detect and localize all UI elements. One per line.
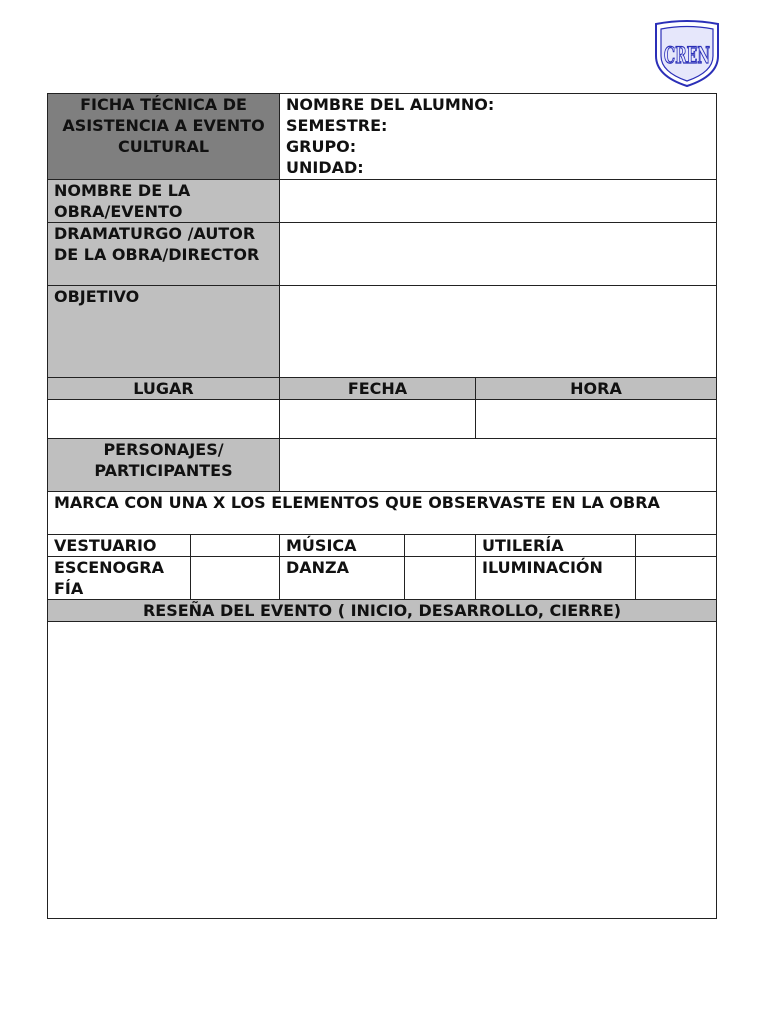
unit-label: UNIDAD: <box>286 158 364 177</box>
resena-header-row <box>48 600 717 622</box>
obra-input-cell[interactable] <box>280 180 717 223</box>
instruction-row <box>48 492 717 535</box>
utileria-label: UTILERÍA <box>476 535 636 557</box>
crest-letters: CREN <box>664 43 710 69</box>
group-label: GRUPO: <box>286 137 357 156</box>
personajes-input-cell[interactable] <box>280 439 717 492</box>
iluminacion-checkbox[interactable] <box>636 557 717 600</box>
escenografia-label: ESCENOGRA FÍA <box>48 557 191 600</box>
objetivo-row <box>48 286 717 378</box>
personajes-row <box>48 439 717 492</box>
elementos-row-1 <box>48 535 717 557</box>
obra-row <box>48 180 717 223</box>
lugar-fecha-hora-header-row <box>48 378 717 400</box>
student-info-cell[interactable] <box>280 94 717 180</box>
semester-label: SEMESTRE: <box>286 116 388 135</box>
iluminacion-label: ILUMINACIÓN <box>476 557 636 600</box>
autor-label: DRAMATURGO /AUTOR DE LA OBRA/DIRECTOR <box>48 223 280 286</box>
resena-input-area[interactable] <box>48 622 717 919</box>
musica-label: MÚSICA <box>280 535 405 557</box>
header-row <box>48 94 717 180</box>
school-crest-logo <box>652 20 722 88</box>
ficha-tecnica-form <box>47 93 717 919</box>
vestuario-checkbox[interactable] <box>191 535 280 557</box>
vestuario-label: VESTUARIO <box>48 535 191 557</box>
objetivo-label: OBJETIVO <box>48 286 280 378</box>
hora-input-cell[interactable] <box>476 400 717 439</box>
autor-input-cell[interactable] <box>280 223 717 286</box>
hora-header: HORA <box>476 378 717 400</box>
resena-header: RESEÑA DEL EVENTO ( INICIO, DESARROLLO, CIERRE) <box>48 600 717 622</box>
lugar-input-cell[interactable] <box>48 400 280 439</box>
elementos-instruction: MARCA CON UNA X LOS ELEMENTOS QUE OBSERVASTE EN LA OBRA <box>48 492 717 535</box>
resena-row <box>48 622 717 919</box>
utileria-checkbox[interactable] <box>636 535 717 557</box>
elementos-row-2 <box>48 557 717 600</box>
danza-checkbox[interactable] <box>405 557 476 600</box>
lugar-fecha-hora-input-row <box>48 400 717 439</box>
fecha-input-cell[interactable] <box>280 400 476 439</box>
lugar-header: LUGAR <box>48 378 280 400</box>
autor-row <box>48 223 717 286</box>
student-name-label: NOMBRE DEL ALUMNO: <box>286 95 495 114</box>
musica-checkbox[interactable] <box>405 535 476 557</box>
danza-label: DANZA <box>280 557 405 600</box>
personajes-label: PERSONAJES/ PARTICIPANTES <box>48 439 280 492</box>
obra-label: NOMBRE DE LA OBRA/EVENTO <box>48 180 280 223</box>
fecha-header: FECHA <box>280 378 476 400</box>
objetivo-input-cell[interactable] <box>280 286 717 378</box>
form-title: FICHA TÉCNICA DE ASISTENCIA A EVENTO CULTURAL <box>48 94 280 180</box>
escenografia-checkbox[interactable] <box>191 557 280 600</box>
